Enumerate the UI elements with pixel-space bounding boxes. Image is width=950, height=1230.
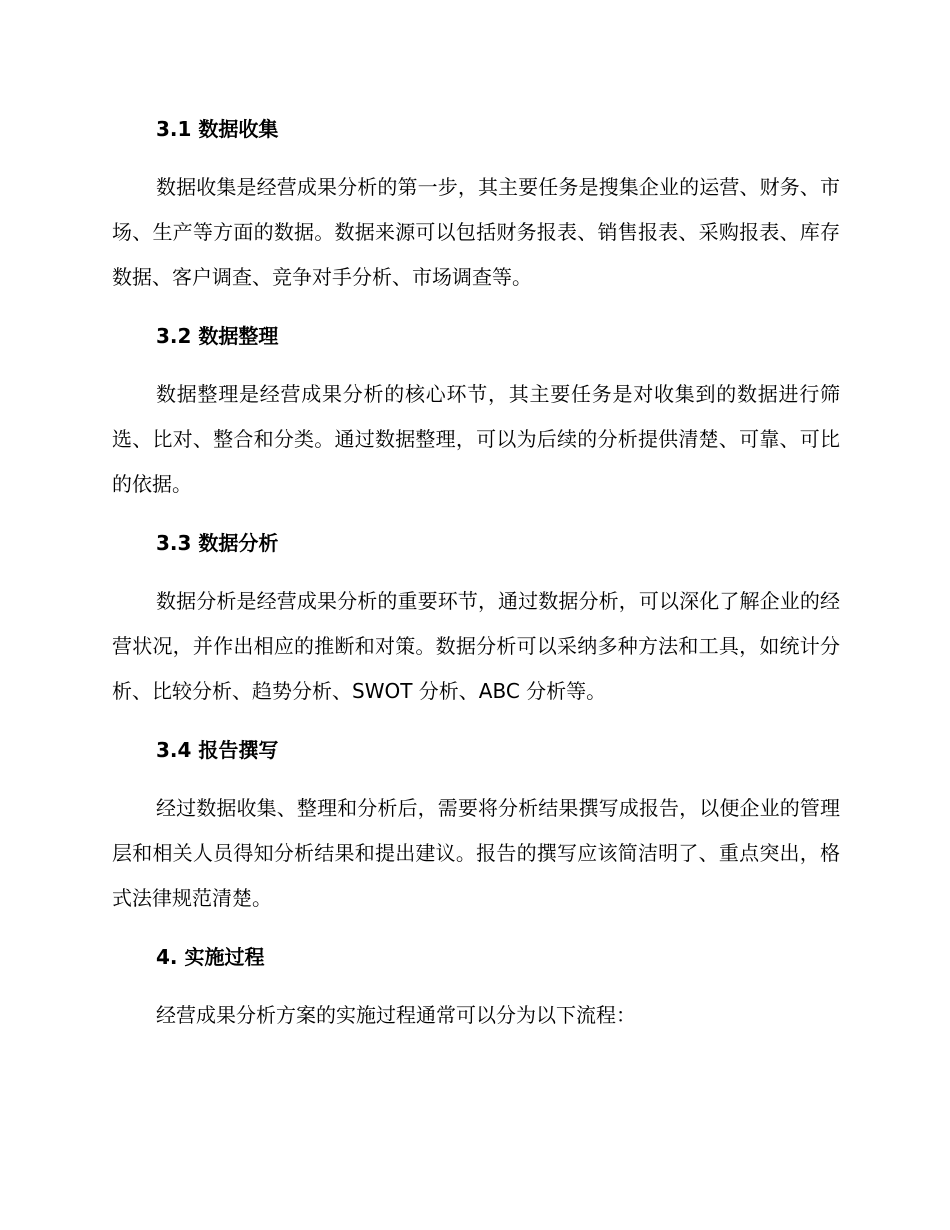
paragraph-implementation-process: 经营成果分析方案的实施过程通常可以分为以下流程： — [156, 1003, 636, 1027]
section-heading-3-2: 3.2 数据整理 — [156, 324, 279, 348]
section-heading-3-3: 3.3 数据分析 — [156, 531, 279, 555]
paragraph-report-writing: 经过数据收集、整理和分析后，需要将分析结果撰写成报告，以便企业的管理层和相关人员得知分析结果和提出建议。报告的撰写应该简洁明了、重点突出，格式法律规范清楚。 — [112, 796, 840, 910]
paragraph-data-analysis: 数据分析是经营成果分析的重要环节，通过数据分析，可以深化了解企业的经营状况，并作出相应的推断和对策。数据分析可以采纳多种方法和工具，如统计分析、比较分析、趋势分析、SWOT 分析、ABC 分析等。 — [112, 589, 840, 703]
paragraph-data-organization: 数据整理是经营成果分析的核心环节，其主要任务是对收集到的数据进行筛选、比对、整合和分类。通过数据整理，可以为后续的分析提供清楚、可靠、可比的依据。 — [112, 382, 840, 496]
section-heading-4: 4. 实施过程 — [156, 945, 265, 969]
section-heading-3-1: 3.1 数据收集 — [156, 117, 279, 141]
section-heading-3-4: 3.4 报告撰写 — [156, 738, 279, 762]
paragraph-data-collection: 数据收集是经营成果分析的第一步，其主要任务是搜集企业的运营、财务、市场、生产等方面的数据。数据来源可以包括财务报表、销售报表、采购报表、库存数据、客户调查、竞争对手分析、市场调查等。 — [112, 175, 840, 289]
